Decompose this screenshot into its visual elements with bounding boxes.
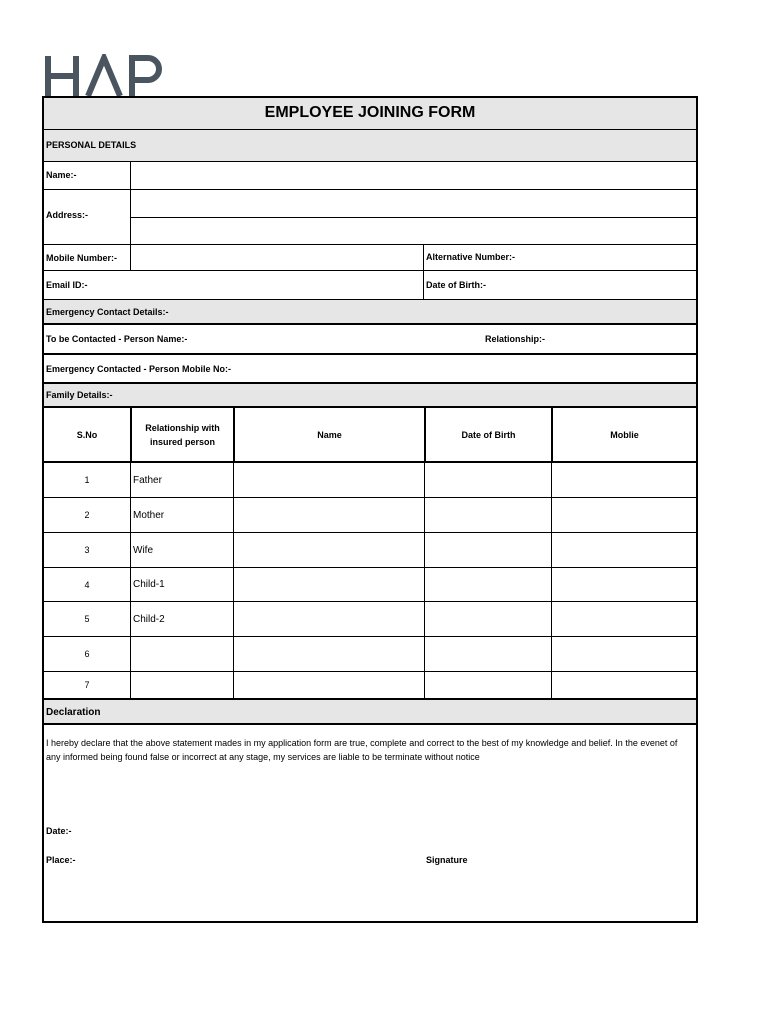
family-relationship-cell [131, 672, 235, 698]
contact-mobile-label: Emergency Contacted - Person Mobile No:- [46, 364, 232, 374]
column-header-relationship: Relationship with insured person [145, 422, 220, 447]
family-name-cell[interactable] [234, 637, 424, 671]
family-name-cell[interactable] [234, 463, 424, 497]
family-name-cell[interactable] [234, 533, 424, 567]
column-header-mobile: Moblie [610, 429, 639, 440]
address-row [44, 190, 696, 245]
family-mobile-cell[interactable] [552, 672, 698, 698]
personal-details-label: PERSONAL DETAILS [46, 140, 137, 150]
form-title: EMPLOYEE JOINING FORM [264, 104, 476, 121]
contact-person-label: To be Contacted - Person Name:- [46, 334, 188, 344]
family-dob-cell[interactable] [425, 672, 551, 698]
family-relationship-cell [131, 637, 235, 671]
family-name-cell[interactable] [234, 498, 424, 532]
family-row [44, 672, 696, 700]
address-line-1-field[interactable] [131, 190, 696, 218]
family-details-header [44, 384, 696, 408]
email-row [44, 271, 696, 300]
family-sno-cell: 3 [84, 545, 90, 555]
family-row [44, 533, 696, 568]
column-header-date-of-birth: Date of Birth [461, 429, 516, 440]
employee-joining-form [42, 96, 698, 923]
family-row [44, 602, 696, 637]
family-mobile-cell[interactable] [552, 463, 698, 497]
address-label: Address:- [46, 210, 89, 220]
family-sno-cell: 6 [84, 649, 90, 659]
mobile-number-label: Mobile Number:- [46, 253, 117, 263]
family-dob-cell[interactable] [425, 463, 551, 497]
family-sno-cell: 1 [84, 475, 90, 485]
family-details-label: Family Details:- [46, 390, 113, 400]
family-relationship-cell: Father [133, 474, 162, 486]
family-mobile-cell[interactable] [552, 568, 698, 601]
family-sno-cell: 2 [84, 510, 90, 520]
family-dob-cell[interactable] [425, 637, 551, 671]
family-dob-cell[interactable] [425, 568, 551, 601]
name-row [44, 162, 696, 190]
personal-details-header [44, 130, 696, 162]
emergency-contact-label: Emergency Contact Details:- [46, 307, 169, 317]
contact-person-row [44, 325, 696, 355]
name-field[interactable] [131, 162, 696, 189]
date-of-birth-label: Date of Birth:- [426, 280, 486, 290]
family-relationship-cell: Mother [133, 509, 165, 521]
mobile-number-field[interactable] [131, 245, 423, 270]
family-dob-cell[interactable] [425, 602, 551, 636]
family-row [44, 637, 696, 672]
date-label: Date:- [46, 826, 72, 836]
family-mobile-cell[interactable] [552, 637, 698, 671]
family-name-cell[interactable] [234, 672, 424, 698]
family-sno-cell: 4 [84, 579, 90, 590]
family-row [44, 463, 696, 498]
family-dob-cell[interactable] [425, 533, 551, 567]
declaration-text: I hereby declare that the above statement mades in my application form are true, complete and correct to the best of my knowledge and belief. In the evenet of any informed being found false or incorrect at any stage, my services are liable to be terminate without notice [46, 738, 678, 762]
emergency-contact-header [44, 300, 696, 325]
family-relationship-cell: Child-1 [133, 579, 165, 590]
family-relationship-cell: Child-2 [133, 613, 165, 625]
family-table-header [44, 408, 696, 463]
mobile-row [44, 245, 696, 271]
family-dob-cell[interactable] [425, 498, 551, 532]
contact-mobile-row [44, 355, 696, 384]
family-sno-cell: 5 [84, 614, 90, 624]
family-relationship-cell: Wife [133, 544, 153, 556]
relationship-label: Relationship:- [485, 334, 545, 344]
family-mobile-cell[interactable] [552, 533, 698, 567]
family-name-cell[interactable] [234, 568, 424, 601]
declaration-label: Declaration [46, 707, 101, 718]
form-title-bar [44, 98, 696, 130]
family-sno-cell: 7 [84, 680, 90, 690]
signature-label: Signature [426, 855, 468, 865]
email-id-label: Email ID:- [46, 280, 88, 290]
alternative-number-label: Alternative Number:- [426, 252, 516, 262]
column-header-name: Name [317, 429, 342, 440]
column-header-sno: S.No [76, 429, 98, 440]
name-label: Name:- [46, 170, 77, 180]
declaration-header [44, 700, 696, 725]
address-line-2-field[interactable] [131, 218, 696, 244]
family-row [44, 498, 696, 533]
place-label: Place:- [46, 855, 76, 865]
family-name-cell[interactable] [234, 602, 424, 636]
family-mobile-cell[interactable] [552, 602, 698, 636]
family-mobile-cell[interactable] [552, 498, 698, 532]
hap-logo [44, 54, 164, 98]
family-row [44, 568, 696, 602]
